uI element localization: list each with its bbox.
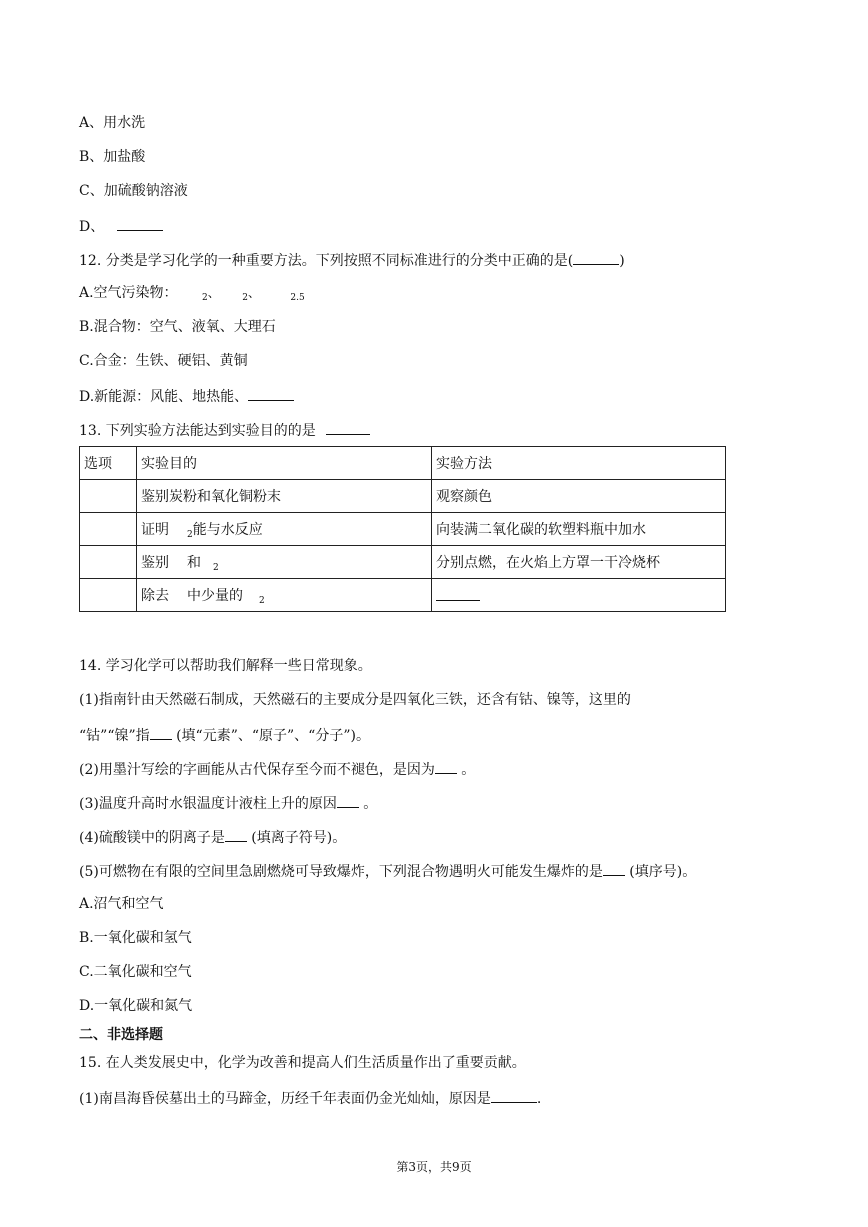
q14-part-3 — [79, 793, 377, 813]
method-cell: 分别点燃，在火焰上方罩一干冷烧杯 — [432, 546, 726, 579]
q14-part-1-line-2 — [79, 725, 370, 745]
subscript: 2 — [242, 293, 248, 303]
q15-part-1-end: . — [536, 1091, 542, 1107]
q13-stem — [79, 420, 370, 440]
q14-part-3-text: (3)温度升高时水银温度计液柱上升的原因 — [79, 796, 337, 812]
subscript: 2 — [187, 530, 193, 540]
answer-blank[interactable] — [603, 861, 625, 876]
header-cell: 实验方法 — [432, 447, 726, 480]
purpose-cell — [137, 513, 432, 546]
section-title: 二、非选择题 — [79, 1027, 163, 1043]
purpose-cell — [137, 546, 432, 579]
subscript: 2 — [202, 293, 208, 303]
q14-part-4-hint: (填离子符号)。 — [246, 830, 347, 846]
answer-blank[interactable] — [248, 386, 294, 401]
q12-option-a — [79, 284, 305, 304]
q14-part-1-line-1: (1)指南针由天然磁石制成，天然磁石的主要成分是四氧化三铁，还含有钴、镍等，这里的 — [79, 692, 631, 708]
subscript: 2 — [259, 596, 265, 606]
q14-part-2 — [79, 759, 475, 779]
subscript: 2 — [213, 563, 219, 573]
q11-option-c: C、加硫酸钠溶液 — [79, 183, 188, 199]
purpose-text: 鉴别 — [141, 555, 169, 571]
q12-option-d-label: D.新能源：风能、地热能、 — [79, 389, 249, 405]
answer-blank[interactable] — [491, 1088, 537, 1103]
q14-part-4 — [79, 827, 346, 847]
answer-blank[interactable] — [150, 725, 172, 740]
q14-option-a: A.沼气和空气 — [79, 896, 164, 912]
table-row — [80, 546, 726, 579]
separator: 、 — [207, 286, 220, 300]
table-row — [80, 579, 726, 612]
answer-blank[interactable] — [435, 759, 457, 774]
header-cell: 实验目的 — [137, 447, 432, 480]
q14-part-1-hint: (填“元素”、“原子”、“分子”)。 — [171, 728, 370, 744]
page-number: 第3页，共9页 — [396, 1160, 472, 1174]
q14-part-4-text: (4)硫酸镁中的阴离子是 — [79, 830, 225, 846]
q15-part-1 — [79, 1088, 541, 1108]
q12-option-a-prefix: A.空气污染物： — [79, 285, 178, 301]
q13-table — [79, 446, 726, 612]
table-row — [80, 513, 726, 546]
method-cell — [432, 579, 726, 612]
method-cell: 向装满二氧化碳的软塑料瓶中加水 — [432, 513, 726, 546]
option-cell — [80, 513, 137, 546]
table-header-row — [80, 447, 726, 480]
q14-part-5-text: (5)可燃物在有限的空间里急剧燃烧可导致爆炸，下列混合物遇明火可能发生爆炸的是 — [79, 864, 603, 880]
q15-part-1-text: (1)南昌海昏侯墓出土的马蹄金，历经千年表面仍金光灿灿，原因是 — [79, 1091, 491, 1107]
q11-option-a: A、用水洗 — [79, 115, 146, 131]
answer-blank[interactable] — [326, 420, 370, 435]
answer-blank[interactable] — [573, 250, 619, 265]
q14-part-3-end: 。 — [358, 796, 378, 812]
answer-blank[interactable] — [225, 827, 247, 842]
purpose-cell: 鉴别炭粉和氧化铜粉末 — [137, 480, 432, 513]
subscript: 2.5 — [290, 293, 305, 303]
q12-option-b: B.混合物：空气、液氧、大理石 — [79, 319, 276, 335]
q14-part-2-text: (2)用墨汁写绘的字画能从古代保存至今而不褪色，是因为 — [79, 762, 435, 778]
q12-stem-text: 12. 分类是学习化学的一种重要方法。下列按照不同标准进行的分类中正确的是( — [79, 253, 574, 269]
purpose-text: 证明 — [141, 522, 169, 538]
q13-stem-text: 13. 下列实验方法能达到实验目的的是 — [79, 423, 316, 439]
q14-stem: 14. 学习化学可以帮助我们解释一些日常现象。 — [79, 658, 372, 674]
q11-option-d-label: D、 — [79, 219, 105, 235]
q11-option-b: B、加盐酸 — [79, 149, 146, 165]
purpose-text: 和 — [187, 555, 201, 571]
option-cell — [80, 546, 137, 579]
purpose-cell — [137, 579, 432, 612]
answer-blank[interactable] — [436, 586, 480, 601]
method-cell: 观察颜色 — [432, 480, 726, 513]
q14-part-5 — [79, 861, 696, 881]
purpose-text: 中少量的 — [187, 588, 243, 604]
table-row — [80, 480, 726, 513]
q14-part-2-end: 。 — [456, 762, 476, 778]
header-cell: 选项 — [80, 447, 137, 480]
answer-blank[interactable] — [337, 793, 359, 808]
q12-option-c: C.合金：生铁、硬铝、黄铜 — [79, 353, 248, 369]
q14-option-c: C.二氧化碳和空气 — [79, 964, 192, 980]
purpose-text: 除去 — [141, 588, 169, 604]
answer-blank[interactable] — [117, 216, 163, 231]
option-cell — [80, 579, 137, 612]
q14-part-5-hint: (填序号)。 — [624, 864, 697, 880]
q11-option-d — [79, 216, 163, 236]
q12-stem-close: ) — [619, 253, 625, 269]
q14-part-1-text: “钴”“镍”指 — [79, 728, 150, 744]
q14-option-d: D.一氧化碳和氮气 — [79, 998, 193, 1014]
q14-option-b: B.一氧化碳和氢气 — [79, 930, 192, 946]
separator: 、 — [247, 286, 260, 300]
option-cell — [80, 480, 137, 513]
purpose-text: 能与水反应 — [192, 522, 263, 538]
q12-stem — [79, 250, 625, 270]
q15-stem: 15. 在人类发展史中，化学为改善和提高人们生活质量作出了重要贡献。 — [79, 1055, 526, 1071]
q12-option-d — [79, 386, 294, 406]
